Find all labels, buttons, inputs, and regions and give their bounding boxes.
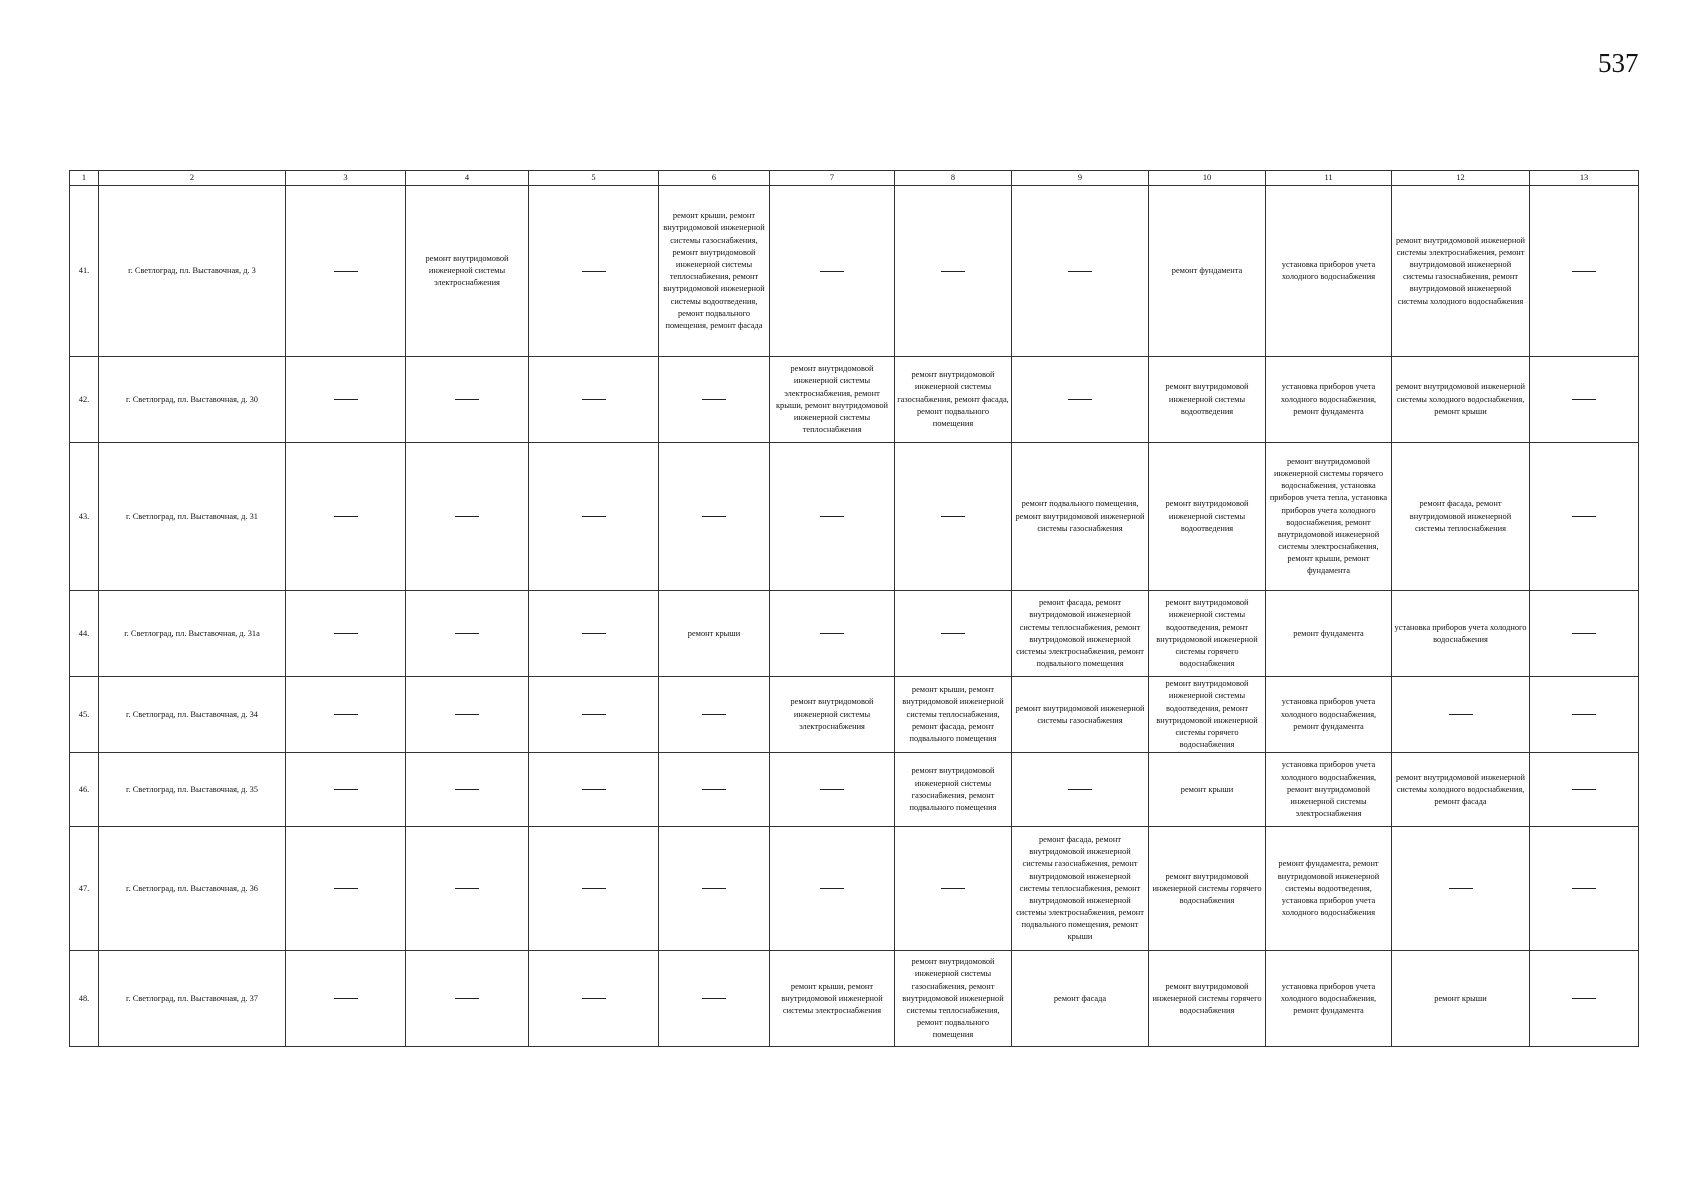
empty-cell xyxy=(286,827,406,951)
empty-cell xyxy=(1530,951,1639,1047)
row-number: 48. xyxy=(70,951,99,1047)
work-cell: ремонт внутридомовой инженерной системы водоотведения, ремонт внутридомовой инженерной системы горячего водоснабжения xyxy=(1149,677,1266,753)
dash-mark xyxy=(1572,789,1596,790)
dash-mark xyxy=(1572,271,1596,272)
empty-cell xyxy=(1392,677,1530,753)
dash-mark xyxy=(334,789,358,790)
empty-cell xyxy=(286,357,406,443)
column-header: 9 xyxy=(1012,171,1149,186)
dash-mark xyxy=(1572,714,1596,715)
dash-mark xyxy=(702,516,726,517)
row-number: 42. xyxy=(70,357,99,443)
empty-cell xyxy=(286,753,406,827)
column-header: 11 xyxy=(1266,171,1392,186)
dash-mark xyxy=(334,998,358,999)
work-cell: установка приборов учета холодного водоснабжения, ремонт фундамента xyxy=(1266,677,1392,753)
empty-cell xyxy=(895,591,1012,677)
dash-mark xyxy=(334,888,358,889)
dash-mark xyxy=(702,714,726,715)
work-cell: ремонт внутридомовой инженерной системы электроснабжения, ремонт крыши, ремонт внутридомовой инженерной системы теплоснабжения xyxy=(770,357,895,443)
row-number: 41. xyxy=(70,186,99,357)
work-cell: ремонт фасада, ремонт внутридомовой инженерной системы теплоснабжения, ремонт внутридомовой инженерной системы электроснабжения, ремонт подвального помещения xyxy=(1012,591,1149,677)
empty-cell xyxy=(770,443,895,591)
table-row xyxy=(70,753,1639,827)
empty-cell xyxy=(659,357,770,443)
empty-cell xyxy=(529,827,659,951)
empty-cell xyxy=(1012,753,1149,827)
empty-cell xyxy=(529,591,659,677)
empty-cell xyxy=(286,677,406,753)
dash-mark xyxy=(702,789,726,790)
table-row xyxy=(70,443,1639,591)
dash-mark xyxy=(820,516,844,517)
work-cell: ремонт внутридомовой инженерной системы холодного водоснабжения, ремонт фасада xyxy=(1392,753,1530,827)
table-row xyxy=(70,677,1639,753)
page-number: 537 xyxy=(1598,48,1639,78)
empty-cell xyxy=(1012,357,1149,443)
work-cell: установка приборов учета холодного водоснабжения xyxy=(1392,591,1530,677)
dash-mark xyxy=(1068,789,1092,790)
empty-cell xyxy=(406,443,529,591)
work-cell: ремонт внутридомовой инженерной системы горячего водоснабжения xyxy=(1149,827,1266,951)
table-row xyxy=(70,357,1639,443)
dash-mark xyxy=(582,998,606,999)
empty-cell xyxy=(286,186,406,357)
dash-mark xyxy=(582,271,606,272)
work-cell: ремонт внутридомовой инженерной системы горячего водоснабжения xyxy=(1149,951,1266,1047)
dash-mark xyxy=(941,271,965,272)
dash-mark xyxy=(1572,998,1596,999)
work-cell: ремонт крыши, ремонт внутридомовой инженерной системы газоснабжения, ремонт внутридомовой инженерной системы теплоснабжения, ремонт внутридомовой инженерной системы водоотведения, ремонт подвального помещения, ремонт фасада xyxy=(659,186,770,357)
empty-cell xyxy=(659,753,770,827)
work-cell: ремонт фасада, ремонт внутридомовой инженерной системы газоснабжения, ремонт внутридомовой инженерной системы теплоснабжения, ремонт внутридомовой инженерной системы электроснабжения, ремонт подвального помещения, ремонт крыши xyxy=(1012,827,1149,951)
address-cell: г. Светлоград, пл. Выставочная, д. 31а xyxy=(99,591,286,677)
dash-mark xyxy=(582,888,606,889)
work-cell: ремонт внутридомовой инженерной системы газоснабжения, ремонт подвального помещения xyxy=(895,753,1012,827)
empty-cell xyxy=(659,827,770,951)
empty-cell xyxy=(770,591,895,677)
empty-cell xyxy=(1530,677,1639,753)
empty-cell xyxy=(529,753,659,827)
dash-mark xyxy=(820,888,844,889)
work-cell: ремонт внутридомовой инженерной системы холодного водоснабжения, ремонт крыши xyxy=(1392,357,1530,443)
table-row xyxy=(70,591,1639,677)
empty-cell xyxy=(286,951,406,1047)
dash-mark xyxy=(820,633,844,634)
row-number: 44. xyxy=(70,591,99,677)
address-cell: г. Светлоград, пл. Выставочная, д. 36 xyxy=(99,827,286,951)
dash-mark xyxy=(1572,633,1596,634)
dash-mark xyxy=(334,271,358,272)
work-cell: установка приборов учета холодного водоснабжения, ремонт внутридомовой инженерной системы электроснабжения xyxy=(1266,753,1392,827)
empty-cell xyxy=(1530,357,1639,443)
empty-cell xyxy=(529,357,659,443)
empty-cell xyxy=(406,753,529,827)
column-header: 7 xyxy=(770,171,895,186)
empty-cell xyxy=(1530,591,1639,677)
work-cell: установка приборов учета холодного водоснабжения, ремонт фундамента xyxy=(1266,357,1392,443)
empty-cell xyxy=(770,753,895,827)
address-cell: г. Светлоград, пл. Выставочная, д. 34 xyxy=(99,677,286,753)
dash-mark xyxy=(1572,516,1596,517)
dash-mark xyxy=(582,633,606,634)
row-number: 47. xyxy=(70,827,99,951)
empty-cell xyxy=(406,677,529,753)
dash-mark xyxy=(582,714,606,715)
column-header: 10 xyxy=(1149,171,1266,186)
work-cell: ремонт внутридомовой инженерной системы горячего водоснабжения, установка приборов учета тепла, установка приборов учета холодного водоснабжения, ремонт внутридомовой инженерной системы электроснабжения, ремонт крыши, ремонт фундамента xyxy=(1266,443,1392,591)
work-cell: установка приборов учета холодного водоснабжения xyxy=(1266,186,1392,357)
column-header: 3 xyxy=(286,171,406,186)
work-cell: ремонт фундамента xyxy=(1149,186,1266,357)
empty-cell xyxy=(1530,186,1639,357)
work-cell: ремонт крыши xyxy=(1392,951,1530,1047)
empty-cell xyxy=(659,677,770,753)
dash-mark xyxy=(820,271,844,272)
empty-cell xyxy=(529,443,659,591)
table-row xyxy=(70,186,1639,357)
dash-mark xyxy=(455,399,479,400)
table-body xyxy=(70,186,1639,1047)
work-cell: ремонт фасада, ремонт внутридомовой инженерной системы теплоснабжения xyxy=(1392,443,1530,591)
dash-mark xyxy=(820,789,844,790)
dash-mark xyxy=(941,888,965,889)
empty-cell xyxy=(659,443,770,591)
dash-mark xyxy=(455,888,479,889)
dash-mark xyxy=(455,789,479,790)
column-header: 5 xyxy=(529,171,659,186)
dash-mark xyxy=(582,399,606,400)
work-cell: ремонт крыши, ремонт внутридомовой инженерной системы теплоснабжения, ремонт фасада, ремонт подвального помещения xyxy=(895,677,1012,753)
dash-mark xyxy=(334,516,358,517)
work-cell: ремонт крыши xyxy=(659,591,770,677)
table-row xyxy=(70,951,1639,1047)
empty-cell xyxy=(529,677,659,753)
table-row xyxy=(70,827,1639,951)
work-cell: ремонт внутридомовой инженерной системы электроснабжения, ремонт внутридомовой инженерной системы газоснабжения, ремонт внутридомовой инженерной системы холодного водоснабжения xyxy=(1392,186,1530,357)
row-number: 43. xyxy=(70,443,99,591)
dash-mark xyxy=(455,998,479,999)
dash-mark xyxy=(702,888,726,889)
dash-mark xyxy=(582,516,606,517)
dash-mark xyxy=(582,789,606,790)
work-cell: ремонт внутридомовой инженерной системы водоотведения xyxy=(1149,357,1266,443)
empty-cell xyxy=(406,827,529,951)
dash-mark xyxy=(334,633,358,634)
empty-cell xyxy=(1530,827,1639,951)
row-number: 46. xyxy=(70,753,99,827)
work-cell: ремонт внутридомовой инженерной системы газоснабжения, ремонт внутридомовой инженерной системы теплоснабжения, ремонт подвального помещения xyxy=(895,951,1012,1047)
empty-cell xyxy=(406,591,529,677)
empty-cell xyxy=(529,186,659,357)
work-cell: ремонт внутридомовой инженерной системы водоотведения, ремонт внутридомовой инженерной системы горячего водоснабжения xyxy=(1149,591,1266,677)
dash-mark xyxy=(702,399,726,400)
address-cell: г. Светлоград, пл. Выставочная, д. 3 xyxy=(99,186,286,357)
column-header: 4 xyxy=(406,171,529,186)
work-cell: ремонт внутридомовой инженерной системы газоснабжения xyxy=(1012,677,1149,753)
dash-mark xyxy=(1572,399,1596,400)
empty-cell xyxy=(406,357,529,443)
work-cell: ремонт крыши, ремонт внутридомовой инженерной системы электроснабжения xyxy=(770,951,895,1047)
dash-mark xyxy=(455,633,479,634)
work-cell: ремонт внутридомовой инженерной системы водоотведения xyxy=(1149,443,1266,591)
empty-cell xyxy=(406,951,529,1047)
dash-mark xyxy=(334,399,358,400)
work-cell: ремонт внутридомовой инженерной системы электроснабжения xyxy=(406,186,529,357)
dash-mark xyxy=(1449,888,1473,889)
column-number-row xyxy=(70,171,1639,186)
work-cell: ремонт внутридомовой инженерной системы электроснабжения xyxy=(770,677,895,753)
empty-cell xyxy=(770,827,895,951)
empty-cell xyxy=(895,443,1012,591)
empty-cell xyxy=(1530,753,1639,827)
work-cell: установка приборов учета холодного водоснабжения, ремонт фундамента xyxy=(1266,951,1392,1047)
column-header: 12 xyxy=(1392,171,1530,186)
work-cell: ремонт фасада xyxy=(1012,951,1149,1047)
empty-cell xyxy=(895,827,1012,951)
dash-mark xyxy=(1068,399,1092,400)
empty-cell xyxy=(895,186,1012,357)
dash-mark xyxy=(941,516,965,517)
empty-cell xyxy=(659,951,770,1047)
address-cell: г. Светлоград, пл. Выставочная, д. 30 xyxy=(99,357,286,443)
column-header: 13 xyxy=(1530,171,1639,186)
address-cell: г. Светлоград, пл. Выставочная, д. 31 xyxy=(99,443,286,591)
empty-cell xyxy=(529,951,659,1047)
column-header: 6 xyxy=(659,171,770,186)
work-cell: ремонт крыши xyxy=(1149,753,1266,827)
empty-cell xyxy=(286,443,406,591)
dash-mark xyxy=(455,516,479,517)
work-cell: ремонт внутридомовой инженерной системы газоснабжения, ремонт фасада, ремонт подвального помещения xyxy=(895,357,1012,443)
repair-schedule-table xyxy=(69,170,1639,1047)
empty-cell xyxy=(1392,827,1530,951)
work-cell: ремонт подвального помещения, ремонт внутридомовой инженерной системы газоснабжения xyxy=(1012,443,1149,591)
address-cell: г. Светлоград, пл. Выставочная, д. 35 xyxy=(99,753,286,827)
dash-mark xyxy=(334,714,358,715)
dash-mark xyxy=(1572,888,1596,889)
row-number: 45. xyxy=(70,677,99,753)
column-header: 1 xyxy=(70,171,99,186)
address-cell: г. Светлоград, пл. Выставочная, д. 37 xyxy=(99,951,286,1047)
empty-cell xyxy=(1012,186,1149,357)
dash-mark xyxy=(1068,271,1092,272)
dash-mark xyxy=(941,633,965,634)
empty-cell xyxy=(286,591,406,677)
work-cell: ремонт фундамента, ремонт внутридомовой инженерной системы водоотведения, установка приборов учета холодного водоснабжения xyxy=(1266,827,1392,951)
dash-mark xyxy=(455,714,479,715)
work-cell: ремонт фундамента xyxy=(1266,591,1392,677)
empty-cell xyxy=(1530,443,1639,591)
dash-mark xyxy=(702,998,726,999)
column-header: 8 xyxy=(895,171,1012,186)
column-header: 2 xyxy=(99,171,286,186)
empty-cell xyxy=(770,186,895,357)
dash-mark xyxy=(1449,714,1473,715)
